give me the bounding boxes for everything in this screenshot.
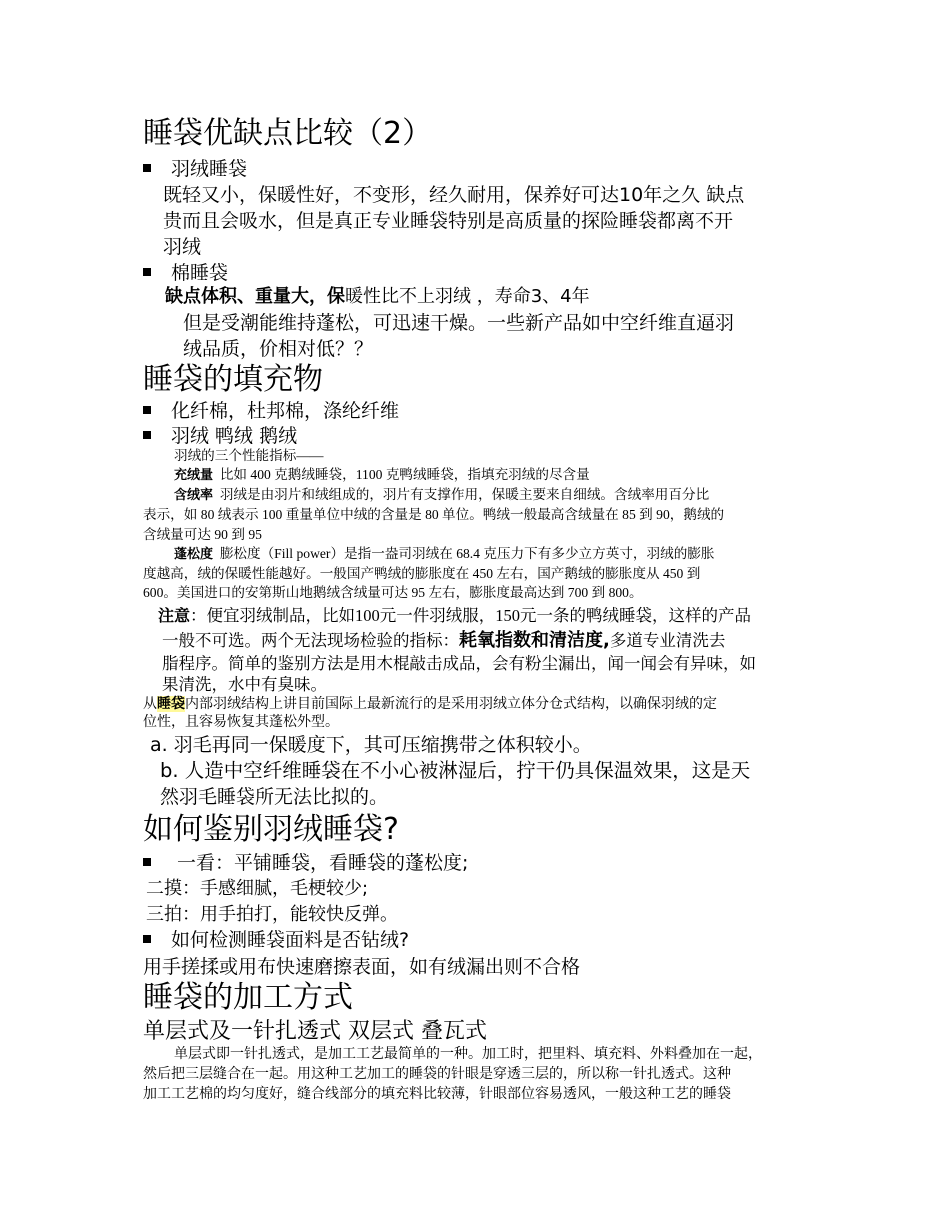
down-desc-line-1: 既轻又小，保暖性好，不变形，经久耐用，保养好可达10年之久 缺点 (163, 184, 745, 206)
section-title-pros-cons: 睡袋优缺点比较（2） (143, 116, 433, 151)
bullet-item-step-1: 一看：平铺睡袋，看睡袋的蓬松度; (143, 850, 468, 876)
point-b-line-1: b. 人造中空纤维睡袋在不小心被淋湿后，拧干仍具保温效果，这是天 (160, 759, 751, 782)
structure-line-2: 位性，且容易恢复其蓬松外型。 (143, 715, 339, 730)
loft-line-2: 度越高，绒的保暖性能越好。一般国产鸭绒的膨胀度在 450 左右，国产鹅绒的膨胀度从 450 到 (143, 566, 701, 581)
processing-para-line-3: 加工工艺棉的均匀度好，缝合线部分的填充料比较薄，针眼部位容易透风，一般这种工艺的睡袋 (143, 1087, 731, 1102)
down-desc-line-2: 贵而且会吸水，但是真正专业睡袋特别是高质量的探险睡袋都离不开 (163, 210, 734, 232)
section-title-processing: 睡袋的加工方式 (143, 980, 353, 1015)
loft-line-3: 600。美国进口的安第斯山地鹅绒含绒量可达 95 左右，膨胀度最高达到 700 到 800。 (143, 585, 643, 600)
cotton-more-line-1: 但是受潮能维持蓬松，可迅速干燥。一些新产品如中空纤维直逼羽 (183, 312, 735, 334)
step-3: 三拍：用手拍打，能较快反弹。 (146, 904, 398, 925)
bullet-icon (143, 164, 151, 172)
processing-subtitle: 单层式及一针扎透式 双层式 叠瓦式 (143, 1019, 487, 1044)
cotton-summary: 缺点体积、重量大，保暖性比不上羽绒 ，寿命3、4年 (165, 286, 590, 307)
note-line-3: 脂程序。简单的鉴别方法是用木棍敲击成品，会有粉尘漏出，闻一闻会有异味，如 (162, 654, 756, 673)
down-content-line-3: 含绒量可达 90 到 95 (143, 527, 262, 542)
down-content-line-2: 表示，如 80 绒表示 100 重量单位中绒的含量是 80 单位。鸭绒一般最高含绒量在 85 到 90，鹅绒的 (143, 507, 725, 522)
note-line-2: 一般不可选。两个无法现场检验的指标：耗氧指数和清洁度,多道专业清洗去 (162, 630, 726, 651)
note-line-4: 果清洗，水中有臭味。 (162, 675, 327, 694)
down-content-line-1: 含绒率 羽绒是由羽片和绒组成的，羽片有支撑作用，保暖主要来自细绒。含绒率用百分比 (174, 487, 710, 503)
step-2: 二摸：手感细腻，毛梗较少; (146, 878, 369, 899)
point-b-line-2: 然羽毛睡袋所无法比拟的。 (160, 786, 389, 808)
cotton-more-line-2: 绒品质，价相对低？？ (183, 338, 374, 360)
indicators-intro: 羽绒的三个性能指标—— (174, 448, 324, 463)
bullet-item-down-bag: 羽绒睡袋 (143, 156, 247, 182)
bullet-item-fabric-question: 如何检测睡袋面料是否钻绒? (143, 927, 409, 953)
processing-para-line-1: 单层式即一针扎透式，是加工工艺最简单的一种。加工时，把里料、填充料、外料叠加在一起， (174, 1047, 762, 1062)
note-line-1: 注意：便宜羽绒制品，比如100元一件羽绒服，150元一条的鸭绒睡袋，这样的产品 (158, 606, 752, 625)
point-a: a. 羽毛再同一保暖度下，其可压缩携带之体积较小。 (150, 734, 592, 756)
structure-line-1: 从睡袋内部羽绒结构上讲目前国际上最新流行的是采用羽绒立体分仓式结构，以确保羽绒的定 (143, 696, 717, 712)
bullet-icon (143, 406, 151, 414)
section-title-filling: 睡袋的填充物 (143, 362, 323, 397)
bullet-icon (143, 431, 151, 439)
processing-para-line-2: 然后把三层缝合在一起。用这种工艺加工的睡袋的针眼是穿透三层的，所以称一针扎透式。这种 (143, 1067, 731, 1082)
bullet-item-cotton-bag: 棉睡袋 (143, 260, 228, 286)
fill-weight-line: 充绒量 比如 400 克鹅绒睡袋，1100 克鸭绒睡袋，指填充羽绒的尽含量 (174, 467, 590, 483)
bullet-icon (143, 935, 151, 943)
fabric-answer: 用手搓揉或用布快速磨擦表面，如有绒漏出则不合格 (143, 956, 581, 978)
down-desc-line-3: 羽绒 (163, 236, 202, 258)
highlighted-keyword: 睡袋 (157, 696, 185, 712)
bullet-item-down-types: 羽绒 鸭绒 鹅绒 (143, 423, 297, 449)
loft-line-1: 蓬松度 膨松度（Fill power）是指一盎司羽绒在 68.4 克压力下有多少立方英寸，羽绒的膨胀 (174, 546, 715, 562)
section-title-identify: 如何鉴别羽绒睡袋? (143, 812, 399, 847)
bullet-icon (143, 858, 151, 866)
bullet-icon (143, 268, 151, 276)
bullet-item-synthetic: 化纤棉，杜邦棉，涤纶纤维 (143, 398, 399, 424)
